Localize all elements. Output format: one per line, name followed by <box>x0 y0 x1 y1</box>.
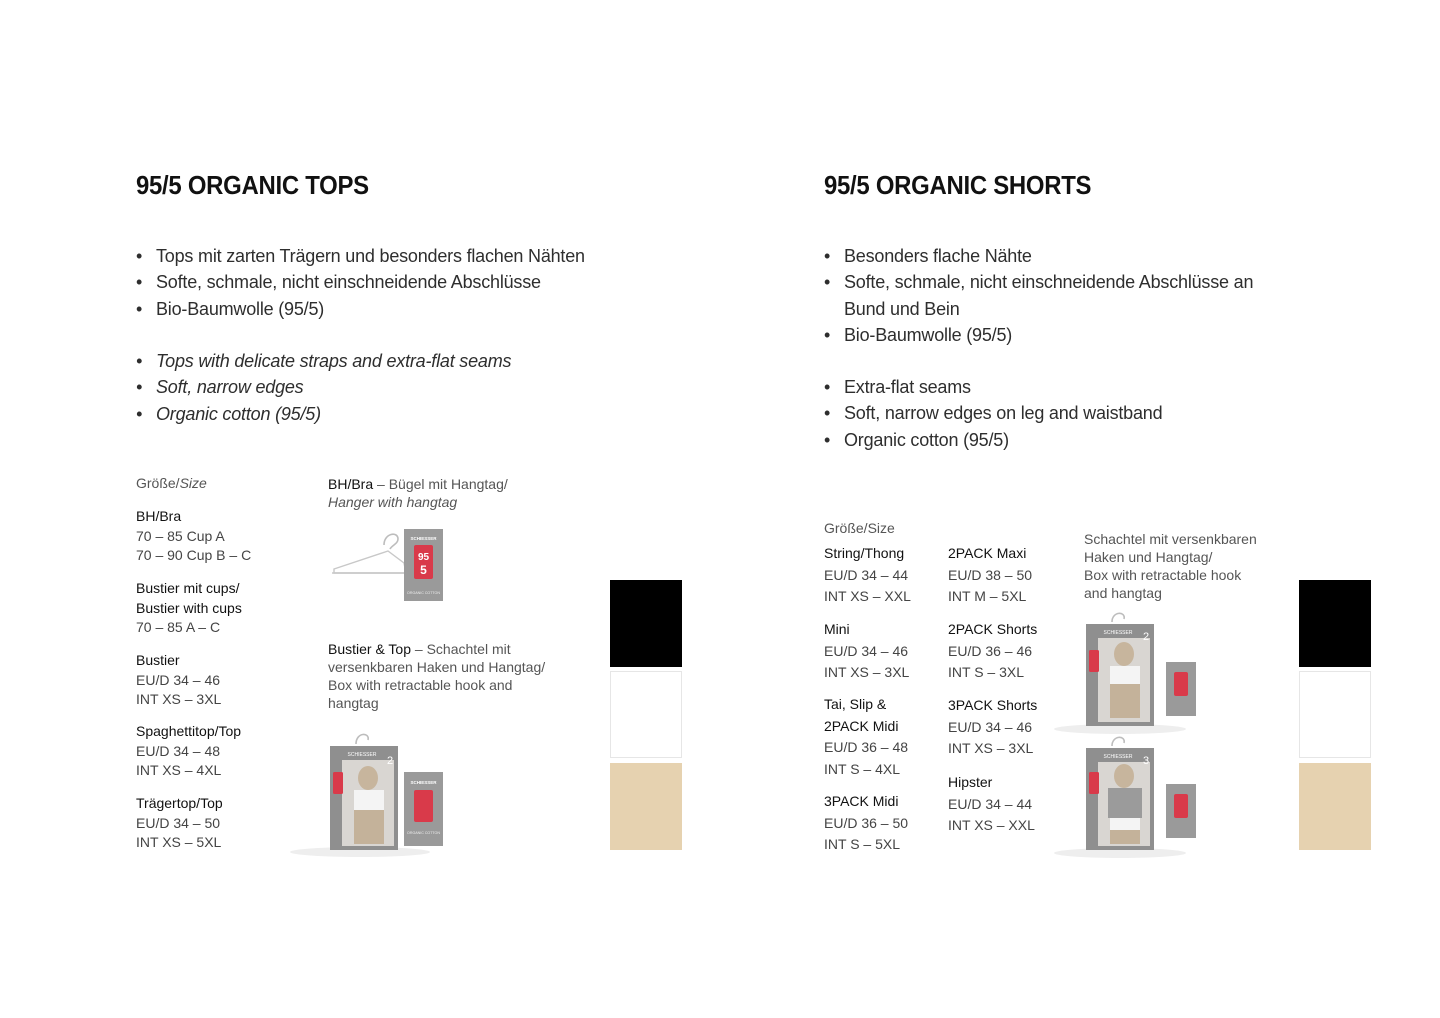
box-hangtag-image <box>290 728 450 860</box>
svg-text:3: 3 <box>1142 755 1150 767</box>
svg-text:SCHIESSER: SCHIESSER <box>410 780 437 785</box>
size-block-3pack-shorts: 3PACK Shorts EU/D 34 – 46 INT XS – 3XL <box>948 697 1038 756</box>
svg-text:2: 2 <box>386 755 394 767</box>
size-block-bustier-cups: Bustier mit cups/ Bustier with cups 70 – 85 A – C <box>136 580 242 635</box>
shorts-size-label: Größe/Size <box>824 520 895 536</box>
tops-bullets-en <box>136 348 656 427</box>
shorts-bullets-de <box>824 243 1254 348</box>
svg-text:2: 2 <box>1142 631 1150 643</box>
svg-text:ORGANIC COTTON: ORGANIC COTTON <box>407 591 440 595</box>
list-item: • Softe, schmale, nicht einschneidende Abschlüsse <box>136 269 656 295</box>
list-item: • Organic cotton (95/5) <box>824 427 1254 453</box>
list-item: • Soft, narrow edges <box>136 374 656 400</box>
color-swatch-white <box>610 671 682 758</box>
color-swatch-skin <box>610 763 682 850</box>
svg-text:5: 5 <box>420 563 427 577</box>
svg-text:ORGANIC COTTON: ORGANIC COTTON <box>407 831 440 835</box>
size-block-spaghetti: Spaghettitop/Top EU/D 34 – 48 INT XS – 4XL <box>136 723 242 778</box>
color-swatch-black <box>1299 580 1371 667</box>
list-item: • Bio-Baumwolle (95/5) <box>824 322 1254 348</box>
svg-text:SCHIESSER: SCHIESSER <box>1103 630 1133 636</box>
color-swatch-skin <box>1299 763 1371 850</box>
tops-size-label: Größe/Size <box>136 475 207 491</box>
size-block-2pack-maxi: 2PACK Maxi EU/D 38 – 50 INT M – 5XL <box>948 545 1033 604</box>
size-block-bh: BH/Bra 70 – 85 Cup A 70 – 90 Cup B – C <box>136 508 252 563</box>
size-block-bustier: Bustier EU/D 34 – 46 INT XS – 3XL <box>136 652 222 707</box>
box-3pack-image <box>1052 732 1202 860</box>
list-item: • Tops mit zarten Trägern und besonders flachen Nähten <box>136 243 656 269</box>
caption-box-shorts: Schachtel mit versenkbaren Haken und Hangtag/ Box with retractable hook and hangtag <box>1084 531 1257 601</box>
box-2pack-image <box>1052 608 1202 736</box>
caption-box-tops: Bustier & Top – Schachtel mit versenkbaren Haken und Hangtag/ Box with retractable hook and hangtag <box>328 641 546 711</box>
color-swatch-black <box>610 580 682 667</box>
list-item: • Bio-Baumwolle (95/5) <box>136 296 656 322</box>
list-item: • Soft, narrow edges on leg and waistband <box>824 400 1254 426</box>
tops-title: 95/5 ORGANIC TOPS <box>136 170 369 200</box>
size-block-3pack-midi: 3PACK Midi EU/D 36 – 50 INT S – 5XL <box>824 793 909 852</box>
size-block-2pack-shorts: 2PACK Shorts EU/D 36 – 46 INT S – 3XL <box>948 621 1038 680</box>
list-item: • Softe, schmale, nicht einschneidende Abschlüsse an Bund und Bein <box>824 269 1254 322</box>
size-block-mini: Mini EU/D 34 – 46 INT XS – 3XL <box>824 621 910 680</box>
caption-bra-hanger: BH/Bra – Bügel mit Hangtag/ Hanger with hangtag <box>328 476 508 510</box>
svg-text:95: 95 <box>417 552 430 563</box>
size-block-hipster: Hipster EU/D 34 – 44 INT XS – XXL <box>948 774 1035 833</box>
list-item: • Organic cotton (95/5) <box>136 401 656 427</box>
list-item: • Besonders flache Nähte <box>824 243 1254 269</box>
hanger-hangtag-image <box>328 527 448 605</box>
shorts-title: 95/5 ORGANIC SHORTS <box>824 170 1092 200</box>
svg-text:SCHIESSER: SCHIESSER <box>1103 754 1133 760</box>
list-item: • Extra-flat seams <box>824 374 1254 400</box>
svg-text:SCHIESSER: SCHIESSER <box>347 752 377 758</box>
color-swatch-white <box>1299 671 1371 758</box>
size-block-string: String/Thong EU/D 34 – 44 INT XS – XXL <box>824 545 911 604</box>
tops-bullets-de <box>136 243 656 322</box>
shorts-bullets-en <box>824 374 1254 453</box>
list-item: • Tops with delicate straps and extra-flat seams <box>136 348 656 374</box>
svg-text:SCHIESSER: SCHIESSER <box>410 536 437 541</box>
size-block-tai: Tai, Slip & 2PACK Midi EU/D 36 – 48 INT S – 4XL <box>824 696 909 777</box>
size-block-traeger: Trägertop/Top EU/D 34 – 50 INT XS – 5XL <box>136 795 223 850</box>
